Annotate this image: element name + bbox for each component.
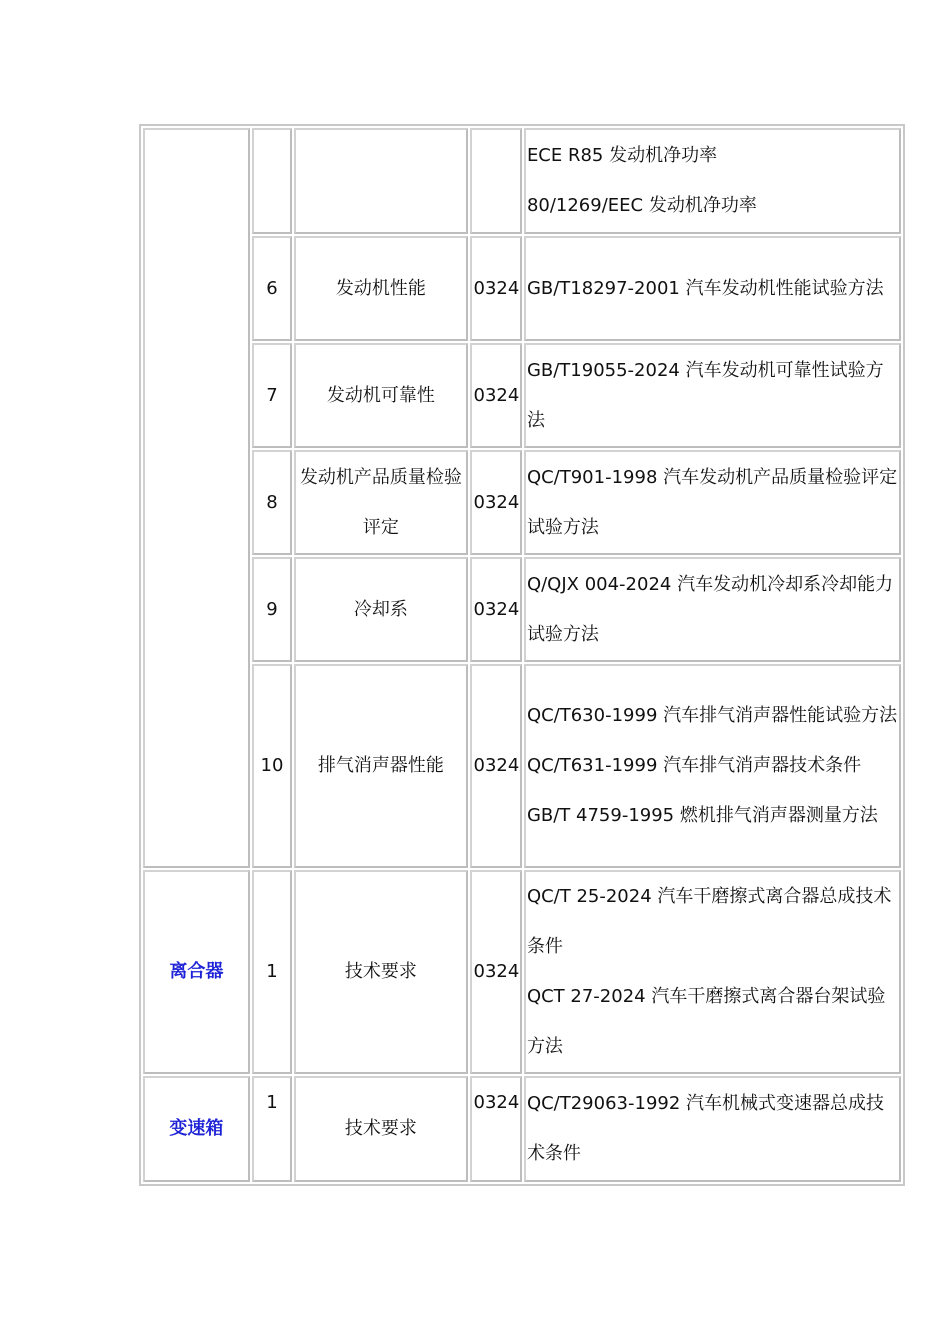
table-row [143,236,901,341]
code-cell: 0324 [470,557,522,662]
item-cell: 发动机可靠性 [294,343,467,448]
item-cell: 发动机性能 [294,236,467,341]
code-cell [470,128,522,234]
table-row [143,557,901,662]
number-cell: 1 [252,870,292,1074]
standard-text: Q/QJX 004-2024 汽车发动机冷却系冷却能力试验方法 [526,573,894,645]
code-cell: 0324 [470,343,522,448]
standards-table [139,124,905,1186]
standard-text: QCT 27-2024 汽车干磨擦式离合器台架试验方法 [526,986,886,1057]
code-cell: 0324 [470,450,522,555]
standards-cell [524,664,901,868]
standard-text: QC/T901-1998 汽车发动机产品质量检验评定试验方法 [526,466,898,538]
item-cell: 技术要求 [294,1076,467,1182]
code-cell: 0324 [470,870,522,1074]
category-cell-gearbox: 变速箱 [143,1076,250,1182]
standard-text: GB/T 4759-1995 燃机排气消声器测量方法 [526,805,878,826]
standard-text: GB/T18297-2001 汽车发动机性能试验方法 [526,277,884,299]
table-row [143,450,901,555]
standard-text: QC/T630-1999 汽车排气消声器性能试验方法 [526,705,898,726]
standard-text: QC/T 25-2024 汽车干磨擦式离合器总成技术条件 [526,886,892,957]
table-row [143,128,901,234]
standards-cell [524,557,901,662]
code-cell: 0324 [470,236,522,341]
code-cell: 0324 [470,664,522,868]
standards-cell [524,450,901,555]
table-row [143,664,901,868]
standards-cell [524,343,901,448]
standard-text: 80/1269/EEC 发动机净功率 [526,195,757,216]
standards-cell [524,236,901,341]
item-cell: 排气消声器性能 [294,664,467,868]
table-row [143,870,901,1074]
item-cell: 发动机产品质量检验评定 [294,450,467,555]
table-row [143,1076,901,1182]
standards-cell [524,870,901,1074]
item-cell: 冷却系 [294,557,467,662]
standards-cell [524,128,901,234]
number-cell: 7 [252,343,292,448]
category-cell-clutch: 离合器 [143,870,250,1074]
number-cell [252,128,292,234]
table-row [143,343,901,448]
standard-text: ECE R85 发动机净功率 [526,145,718,166]
item-cell [294,128,467,234]
code-cell: 0324 [470,1076,522,1182]
standard-text: GB/T19055-2024 汽车发动机可靠性试验方法 [526,359,884,431]
number-cell: 6 [252,236,292,341]
number-cell: 1 [252,1076,292,1182]
standard-text: QC/T29063-1992 汽车机械式变速器总成技术条件 [526,1093,885,1164]
category-cell-engine [143,128,250,868]
standard-text: QC/T631-1999 汽车排气消声器技术条件 [526,755,862,776]
number-cell: 8 [252,450,292,555]
number-cell: 9 [252,557,292,662]
item-cell: 技术要求 [294,870,467,1074]
number-cell: 10 [252,664,292,868]
standards-cell [524,1076,901,1182]
